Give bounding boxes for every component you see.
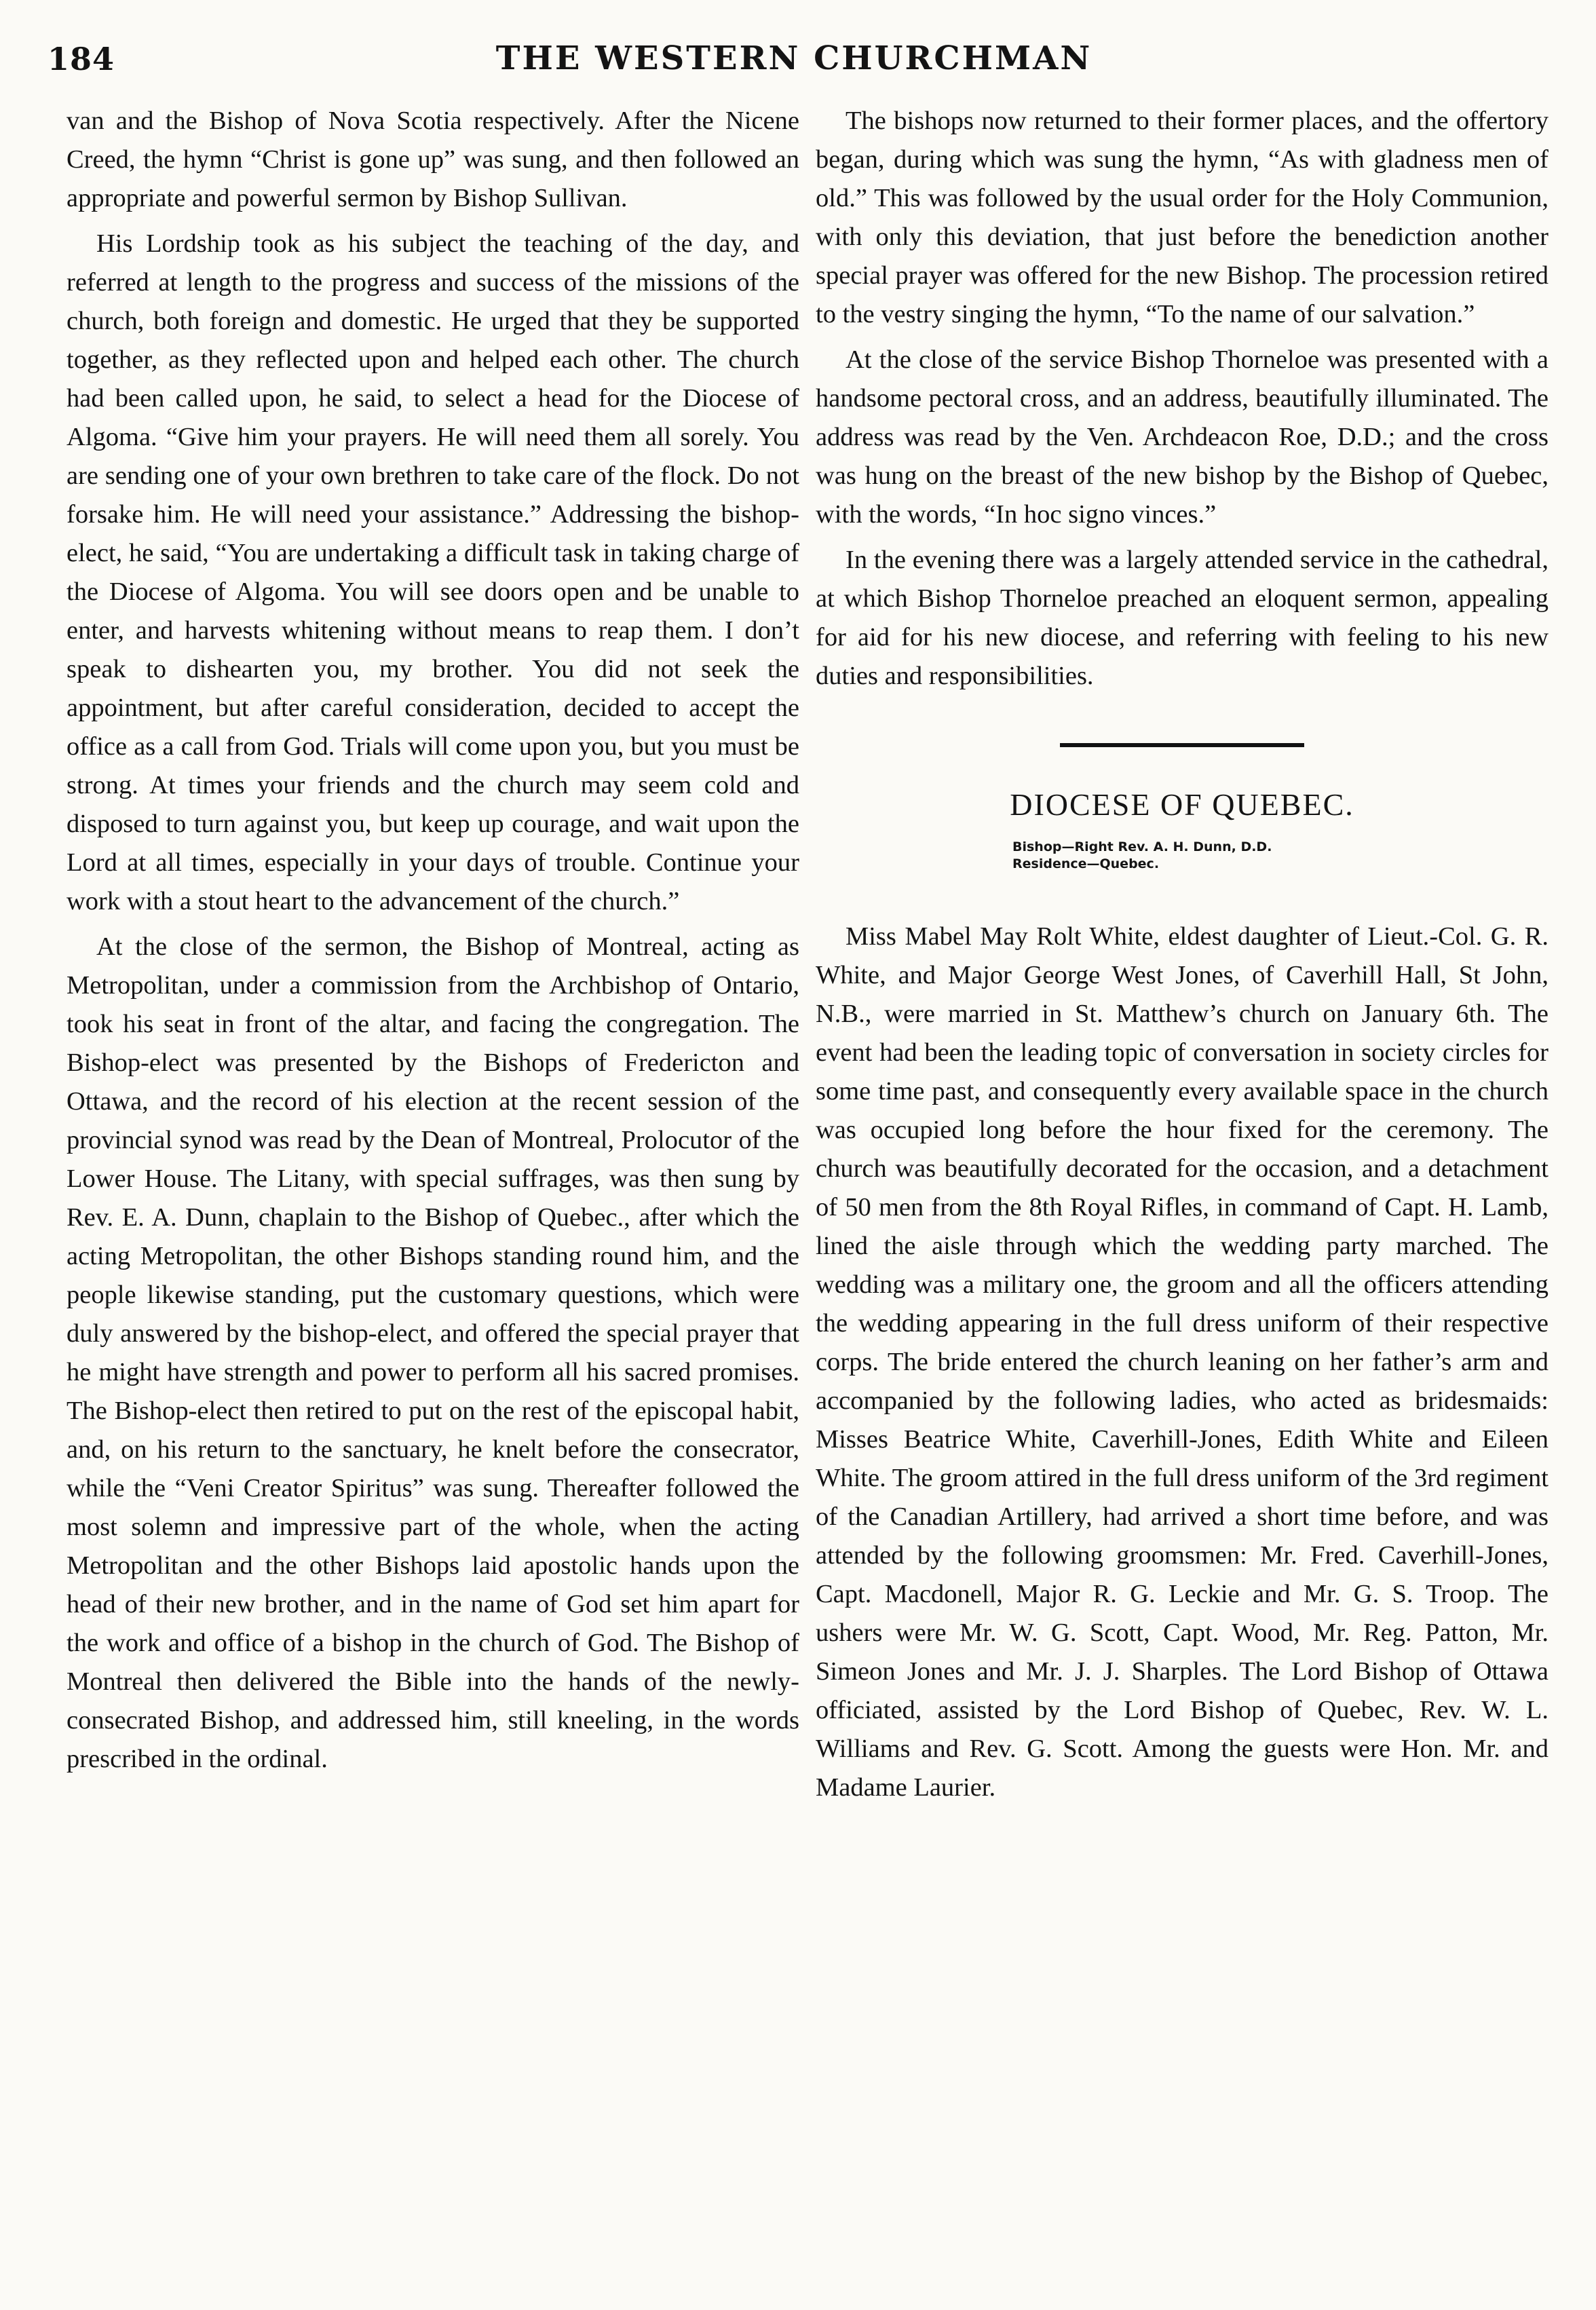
residence-line: Residence—Quebec. (1012, 856, 1160, 871)
left-column (66, 102, 799, 1785)
running-title: THE WESTERN CHURCHMAN (495, 39, 1092, 77)
page-header (48, 34, 1540, 88)
section-heading: DIOCESE OF QUEBEC. (1010, 787, 1354, 822)
paragraph: At the close of the service Bishop Thorneloe was presented with a handsome pectoral cross, and an address, beautifully illuminated. The address was read by the Ven. Archdeacon Roe, D.D.; and the cross was hung on the breast of the new bishop by the Bishop of Quebec, with the words, “In hoc signo vinces.” (816, 345, 1548, 529)
page-number: 184 (48, 41, 115, 77)
paragraph: At the close of the sermon, the Bishop of Montreal, acting as Metropolitan, under a commission from the Archbishop of Ontario, took his seat in front of the altar, and facing the congregation. The Bishop-elect was presented by the Bishops of Fredericton and Ottawa, and the record of his election at the recent session of the provincial synod was read by the Dean of Montreal, Prolocutor of the Lower House. The Litany, with special suffrages, was then sung by Rev. E. A. Dunn, chaplain to the Bishop of Quebec., after which the acting Metropolitan, the other Bishops standing round him, and the people likewise standing, put the customary questions, which were duly answered by the bishop-elect, and offered the special prayer that he might have strength and power to perform all his sacred promises. The Bishop-elect then retired to put on the rest of the episcopal habit, and, on his return to the sanctuary, he knelt before the consecrator, while the “Veni Creator Spiritus” was sung. Thereafter followed the most solemn and impressive part of the whole, when the acting Metropolitan and the other Bishops laid apostolic hands upon the head of their new brother, and in the name of God set him apart for the work and office of a bishop in the church of God. The Bishop of Montreal then delivered the Bible into the hands of the newly-consecrated Bishop, and addressed him, still kneeling, in the words prescribed in the ordinal. (66, 932, 799, 1773)
section-meta (1012, 839, 1548, 873)
paragraph: In the evening there was a largely attended service in the cathedral, at which Bishop Thorneloe preached an eloquent sermon, appealing for aid for his new diocese, and referring with feeling to his new duties and responsibilities. (816, 546, 1548, 690)
paragraph: His Lordship took as his subject the teaching of the day, and referred at length to the progress and success of the missions of the church, both foreign and domestic. He urged that they be supported together, as they reflected upon and helped each other. The church had been called upon, he said, to select a head for the Diocese of Algoma. “Give him your prayers. He will need them all sorely. You are sending one of your own brethren to take care of the flock. Do not forsake him. He will need your assistance.” Addressing the bishop-elect, he said, “You are undertaking a difficult task in taking charge of the Diocese of Algoma. You will see doors open and be unable to enter, and harvests whitening without means to reap them. I don’t speak to dishearten you, my brother. You did not seek the appointment, but after careful consideration, decided to accept the office as a call from God. Trials will come upon you, but you must be strong. At times your friends and the church may seem cold and disposed to turn against you, but keep up courage, and wait upon the Lord at all times, especially in your days of trouble. Continue your work with a stout heart to the advancement of the church.” (66, 229, 799, 915)
bishop-line: Bishop—Right Rev. A. H. Dunn, D.D. (1012, 839, 1272, 854)
section-divider (1060, 743, 1304, 747)
right-column (816, 102, 1548, 1814)
paragraph: Miss Mabel May Rolt White, eldest daughter of Lieut.-Col. G. R. White, and Major George West Jones, of Caverhill Hall, St John, N.B., were married in St. Matthew’s church on January 6th. The event had been the leading topic of conversation in society circles for some time past, and consequently every available space in the church was occupied long before the hour fixed for the ceremony. The church was beautifully decorated for the occasion, and a detachment of 50 men from the 8th Royal Rifles, in command of Capt. H. Lamb, lined the aisle through which the wedding party marched. The wedding was a military one, the groom and all the officers attending the wedding appearing in the full dress uniform of their respective corps. The bride entered the church leaning on her father’s arm and accompanied by the following ladies, who acted as bridesmaids: Misses Beatrice White, Caverhill-Jones, Edith White and Eileen White. The groom attired in the full dress uniform of the 3rd regiment of the Canadian Artillery, had arrived a short time before, and was attended by the following groomsmen: Mr. Fred. Caverhill-Jones, Capt. Macdonell, Major R. G. Leckie and Mr. G. S. Troop. The ushers were Mr. W. G. Scott, Capt. Wood, Mr. Reg. Patton, Mr. Simeon Jones and Mr. J. J. Sharples. The Lord Bishop of Ottawa officiated, assisted by the Lord Bishop of Quebec, Rev. W. L. Williams and Rev. G. Scott. Among the guests were Hon. Mr. and Madame Laurier. (816, 922, 1548, 1802)
section-body (816, 917, 1548, 1807)
paragraph: van and the Bishop of Nova Scotia respectively. After the Nicene Creed, the hymn “Christ is gone up” was sung, and then followed an appropriate and powerful sermon by Bishop Sullivan. (66, 107, 799, 212)
paragraph: The bishops now returned to their former places, and the offertory began, during which was sung the hymn, “As with gladness men of old.” This was followed by the usual order for the Holy Communion, with only this deviation, that just before the benediction another special prayer was offered for the new Bishop. The procession retired to the vestry singing the hymn, “To the name of our salvation.” (816, 107, 1548, 328)
